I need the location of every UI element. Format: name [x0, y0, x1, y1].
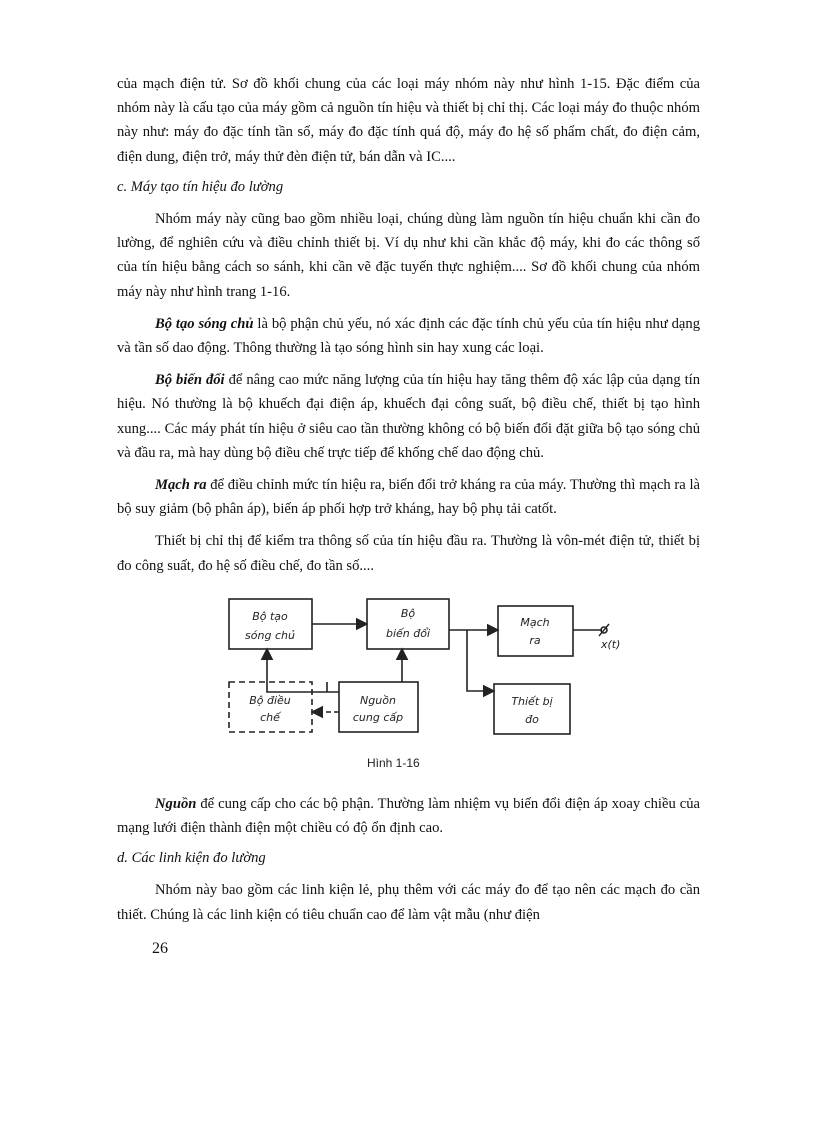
term-converter: Bộ biến đổi [155, 372, 225, 389]
label-output-signal: x(t) [601, 637, 621, 651]
arrow-to-meter [467, 630, 494, 691]
label-generator-1: Bộ tạo [252, 609, 288, 623]
paragraph-components: Nhóm này bao gồm các linh kiện lẻ, phụ thêm với các máy đo để tạo nên các mạch đo cần thiết. Chúng là các linh kiện có tiêu chuẩn cao để làm vật mẫu (như điện [117, 882, 700, 923]
block-output-circuit [498, 606, 573, 656]
figure-caption: Hình 1-16 [367, 755, 420, 770]
section-heading-d: d. Các linh kiện đo lường [117, 850, 266, 867]
text-power-supply: để cung cấp cho các bộ phận. Thường làm nhiệm vụ biến đổi điện áp xoay chiều của mạng lưới điện thành điện một chiều có độ ổn định cao. [117, 795, 700, 837]
block-modulator [229, 682, 312, 732]
block-diagram-figure [117, 584, 700, 784]
paragraph-power-supply [117, 792, 700, 840]
term-power-supply: Nguồn [155, 795, 197, 812]
paragraph-intro: của mạch điện tử. Sơ đồ khối chung của các loại máy nhóm này như hình 1-15. Đặc điểm của nhóm này là cấu tạo của máy gồm cả nguồn tín hiệu và thiết bị chỉ thị. Các loại máy đo thuộc nhóm này như: máy đo đặc tính tần số, máy đo đặc tính quá độ, máy đo hệ số phẩm chất, đo điện cảm, điện dung, điện trở, máy thử đèn điện tử, bán dẫn và IC.... [117, 76, 700, 165]
label-modulator-1: Bộ điều [249, 693, 291, 707]
block-diagram [117, 584, 700, 784]
label-meter-2: đo [525, 712, 539, 726]
paragraph-output-circuit [117, 473, 700, 521]
paragraph-master-oscillator [117, 312, 700, 360]
paragraph-indicator: Thiết bị chỉ thị để kiểm tra thông số của tín hiệu đầu ra. Thường là vôn-mét điện tử, thiết bị đo công suất, đo hệ số điều chế, đo tần số.... [117, 533, 700, 574]
label-converter-1: Bộ [400, 606, 416, 620]
text-converter: để nâng cao mức năng lượng của tín hiệu hay tăng thêm độ xác lập của dạng tín hiệu. Nó thường là bộ khuếch đại điện áp, khuếch đại công suất, bộ điều chế, thiết bị tạo hình xung.... Các máy phát tín hiệu ở siêu cao tần thường không có bộ biến đổi đặt giữa bộ tạo sóng chủ và đầu ra, mà hay dùng bộ điều chế trực tiếp để khống chế dao động chủ. [117, 372, 701, 461]
text-master-oscillator: là bộ phận chủ yếu, nó xác định các đặc tính chủ yếu của tín hiệu như dạng và tần số dao động. Thông thường là tạo sóng hình sin hay xung các loại. [117, 315, 700, 357]
block-power-supply [339, 682, 418, 732]
term-output-circuit: Mạch ra [155, 477, 207, 494]
label-meter-1: Thiết bị [511, 694, 553, 708]
label-output-1: Mạch [520, 615, 550, 629]
label-output-2: ra [529, 633, 541, 647]
paragraph-signal-generators: Nhóm máy này cũng bao gồm nhiều loại, chúng dùng làm nguồn tín hiệu chuẩn khi cần đo lường, để nghiên cứu và điều chỉnh thiết bị. Ví dụ như khi cần khắc độ máy, khi đo các thông số của tín hiệu bằng cách so sánh, khi cần vẽ đặc tuyến thực nghiệm.... Sơ đồ khối chung của nhóm máy này như hình trang 1-16. [117, 211, 700, 300]
label-modulator-2: chế [260, 710, 280, 724]
label-generator-2: sóng chủ [245, 628, 295, 642]
section-heading-c: c. Máy tạo tín hiệu đo lường [117, 178, 284, 195]
label-power-2: cung cấp [352, 710, 404, 724]
label-converter-2: biến đổi [385, 626, 431, 640]
arrow-power-to-generator [267, 649, 339, 692]
page-content [117, 72, 700, 927]
block-meter [494, 684, 570, 734]
paragraph-converter [117, 368, 700, 465]
term-master-oscillator: Bộ tạo sóng chủ [155, 315, 254, 332]
page-number: 26 [152, 940, 168, 957]
text-output-circuit: để điều chỉnh mức tín hiệu ra, biến đổi trở kháng ra của máy. Thường thì mạch ra là bộ suy giảm (bộ phân áp), biến áp phối hợp trở kháng, hay bộ phụ tải catốt. [117, 477, 700, 518]
label-power-1: Nguồn [360, 693, 396, 707]
